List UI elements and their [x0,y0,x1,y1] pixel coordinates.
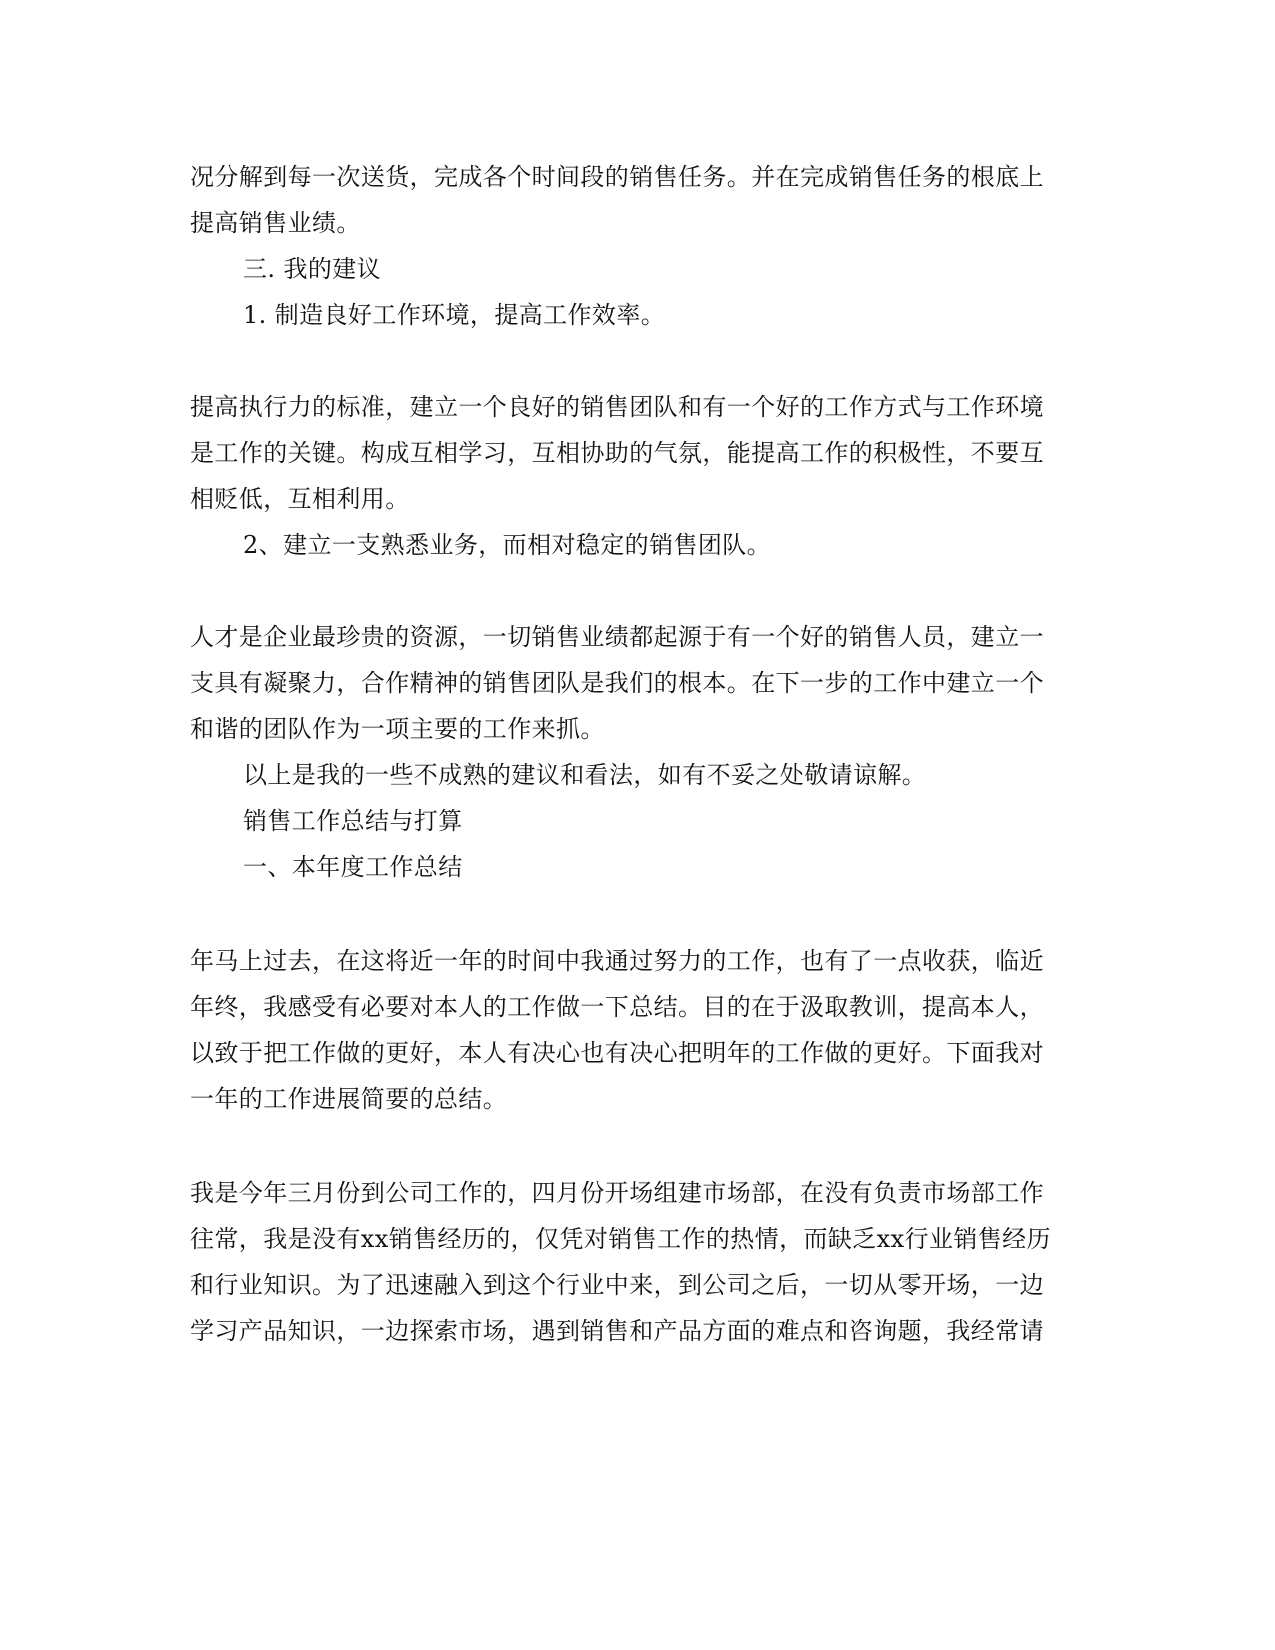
text-line: 和行业知识。为了迅速融入到这个行业中来，到公司之后，一切从零开场，一边 [190,1271,1044,1299]
text-line: 以致于把工作做的更好，本人有决心也有决心把明年的工作做的更好。下面我对 [190,1039,1044,1067]
text-line: 年马上过去，在这将近一年的时间中我通过努力的工作，也有了一点收获，临近 [190,947,1044,975]
subsection-heading: 2、建立一支熟悉业务，而相对稳定的销售团队。 [243,531,772,559]
text-line: 以上是我的一些不成熟的建议和看法，如有不妥之处敬请谅解。 [243,761,927,789]
section-title: 销售工作总结与打算 [243,807,463,835]
section-heading: 三. 我的建议 [243,255,382,283]
text-line: 人才是企业最珍贵的资源，一切销售业绩都起源于有一个好的销售人员，建立一 [190,623,1044,651]
text-line: 相贬低，互相利用。 [190,485,410,513]
text-line: 年终，我感受有必要对本人的工作做一下总结。目的在于汲取教训，提高本人， [190,993,1044,1021]
text-line: 支具有凝聚力，合作精神的销售团队是我们的根本。在下一步的工作中建立一个 [190,669,1044,697]
text-line: 和谐的团队作为一项主要的工作来抓。 [190,715,605,743]
text-line: 是工作的关键。构成互相学习，互相协助的气氛，能提高工作的积极性，不要互 [190,439,1044,467]
text-line: 我是今年三月份到公司工作的，四月份开场组建市场部，在没有负责市场部工作 [190,1179,1044,1207]
section-heading: 一、本年度工作总结 [243,853,463,881]
text-line: 提高销售业绩。 [190,209,361,237]
text-line: 况分解到每一次送货，完成各个时间段的销售任务。并在完成销售任务的根底上 [190,163,1044,191]
text-line: 提高执行力的标准，建立一个良好的销售团队和有一个好的工作方式与工作环境 [190,393,1044,421]
text-line: 学习产品知识，一边探索市场，遇到销售和产品方面的难点和咨询题，我经常请 [190,1317,1044,1345]
text-line: 往常，我是没有xx销售经历的，仅凭对销售工作的热情，而缺乏xx行业销售经历 [190,1225,1051,1253]
subsection-heading: 1. 制造良好工作环境，提高工作效率。 [243,301,666,329]
text-line: 一年的工作进展简要的总结。 [190,1085,508,1113]
